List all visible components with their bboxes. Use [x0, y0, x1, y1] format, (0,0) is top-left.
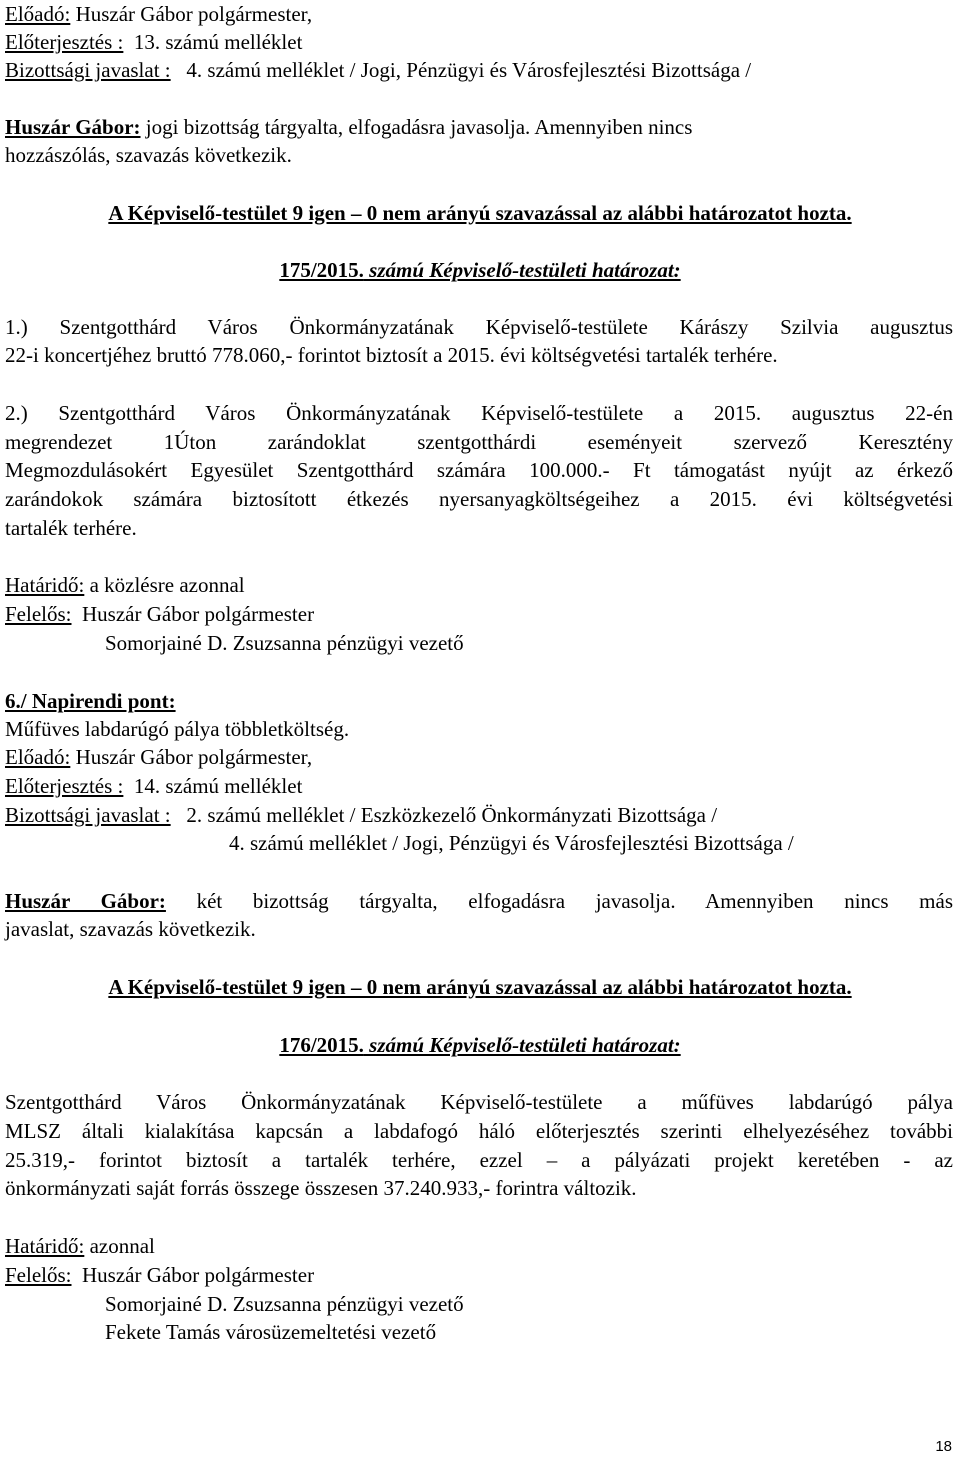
resolution-heading: számú Képviselő-testületi határozat: [363, 1033, 681, 1057]
submission-line [5, 772, 302, 801]
committee-line [5, 56, 751, 85]
responsible-extra: Fekete Tamás városüzemeltetési vezető [105, 1320, 437, 1344]
presenter-value: Huszár Gábor polgármester, [70, 2, 313, 26]
speaker-text-continued: hozzászólás, szavazás következik. [5, 143, 292, 167]
speaker-name: Huszár Gábor: [5, 889, 166, 913]
responsible-line [5, 1261, 314, 1290]
resolution-paragraph-line: megrendezet 1Úton zarándoklat szentgotthárdi eseményeit szervező Keresztény [5, 430, 953, 454]
resolution-title [0, 1031, 960, 1060]
submission-label: Előterjesztés : [5, 30, 124, 54]
resolution-paragraph-line: 2.) Szentgotthárd Város Önkormányzatának Képviselő-testülete a 2015. augusztus 22-én [5, 401, 953, 425]
resolution-paragraph-line: 25.319,- forintot biztosít a tartalék terhére, ezzel – a pályázati projekt keretében - az [5, 1148, 953, 1172]
speaker-name: Huszár Gábor: [5, 115, 141, 139]
resolution-paragraph-line: 22-i koncertjéhez bruttó 778.060,- forintot biztosít a 2015. évi költségvetési tartalék terhére. [5, 343, 778, 367]
committee-value: 4. számú melléklet / Jogi, Pénzügyi és Városfejlesztési Bizottsága / [170, 58, 752, 82]
agenda-point: 6./ Napirendi pont: [5, 689, 176, 713]
page-number: 18 [935, 1438, 952, 1455]
resolution-paragraph-line: tartalék terhére. [5, 516, 137, 540]
responsible-label: Felelős: [5, 1263, 72, 1287]
resolution-number: 175/2015. [279, 258, 364, 282]
deadline-line [5, 571, 245, 600]
resolution-paragraph-line: 1.) Szentgotthárd Város Önkormányzatának Képviselő-testülete Kárászy Szilvia augusztus [5, 315, 953, 339]
presenter-label: Előadó: [5, 745, 71, 769]
deadline-label: Határidő: [5, 573, 85, 597]
vote-result: A Képviselő-testület 9 igen – 0 nem arányú szavazással az alábbi határozatot hozta. [108, 975, 852, 999]
resolution-paragraph-line: önkormányzati saját forrás összege összesen 37.240.933,- forintra változik. [5, 1176, 637, 1200]
resolution-paragraph-line: Megmozdulásokért Egyesület Szentgotthárd számára 100.000.- Ft támogatást nyújt az érkező [5, 458, 953, 482]
responsible-value: Huszár Gábor polgármester [71, 1263, 315, 1287]
speaker-text-continued: javaslat, szavazás következik. [5, 917, 256, 941]
deadline-label: Határidő: [5, 1234, 85, 1258]
resolution-paragraph-line: Szentgotthárd Város Önkormányzatának Képviselő-testülete a műfüves labdarúgó pálya [5, 1090, 953, 1114]
responsible-label: Felelős: [5, 602, 72, 626]
presenter-line [5, 0, 312, 29]
committee-label: Bizottsági javaslat : [5, 803, 171, 827]
responsible-line [5, 600, 314, 629]
committee-value-continued: 4. számú melléklet / Jogi, Pénzügyi és Városfejlesztési Bizottsága / [229, 831, 794, 855]
submission-line [5, 28, 302, 57]
presenter-line [5, 743, 312, 772]
committee-line [5, 801, 717, 830]
resolution-number: 176/2015. [279, 1033, 364, 1057]
vote-result: A Képviselő-testület 9 igen – 0 nem arányú szavazással az alábbi határozatot hozta. [108, 201, 852, 225]
resolution-title [0, 256, 960, 285]
submission-value: 14. számú melléklet [123, 774, 303, 798]
speaker-line [5, 113, 692, 142]
committee-label: Bizottsági javaslat : [5, 58, 171, 82]
resolution-paragraph-line: zarándokok számára biztosított étkezés nyersanyagköltségeihez a 2015. évi költségvetési [5, 487, 953, 511]
speaker-line [5, 887, 953, 916]
submission-value: 13. számú melléklet [123, 30, 303, 54]
responsible-value: Huszár Gábor polgármester [71, 602, 315, 626]
deadline-value: azonnal [84, 1234, 155, 1258]
agenda-topic: Műfüves labdarúgó pálya többletköltség. [5, 717, 350, 741]
responsible-extra: Somorjainé D. Zsuzsanna pénzügyi vezető [105, 1292, 464, 1316]
submission-label: Előterjesztés : [5, 774, 124, 798]
resolution-paragraph-line: MLSZ általi kialakítása kapcsán a labdafogó háló előterjesztés szerinti elhelyezéséhez további [5, 1119, 953, 1143]
deadline-line [5, 1232, 155, 1261]
resolution-heading: számú Képviselő-testületi határozat: [363, 258, 681, 282]
committee-value: 2. számú melléklet / Eszközkezelő Önkormányzati Bizottsága / [170, 803, 718, 827]
responsible-extra: Somorjainé D. Zsuzsanna pénzügyi vezető [105, 631, 464, 655]
deadline-value: a közlésre azonnal [84, 573, 245, 597]
speaker-text: két bizottság tárgyalta, elfogadásra javasolja. Amennyiben nincs más [165, 889, 953, 913]
presenter-value: Huszár Gábor polgármester, [70, 745, 313, 769]
presenter-label: Előadó: [5, 2, 71, 26]
speaker-text: jogi bizottság tárgyalta, elfogadásra javasolja. Amennyiben nincs [140, 115, 693, 139]
